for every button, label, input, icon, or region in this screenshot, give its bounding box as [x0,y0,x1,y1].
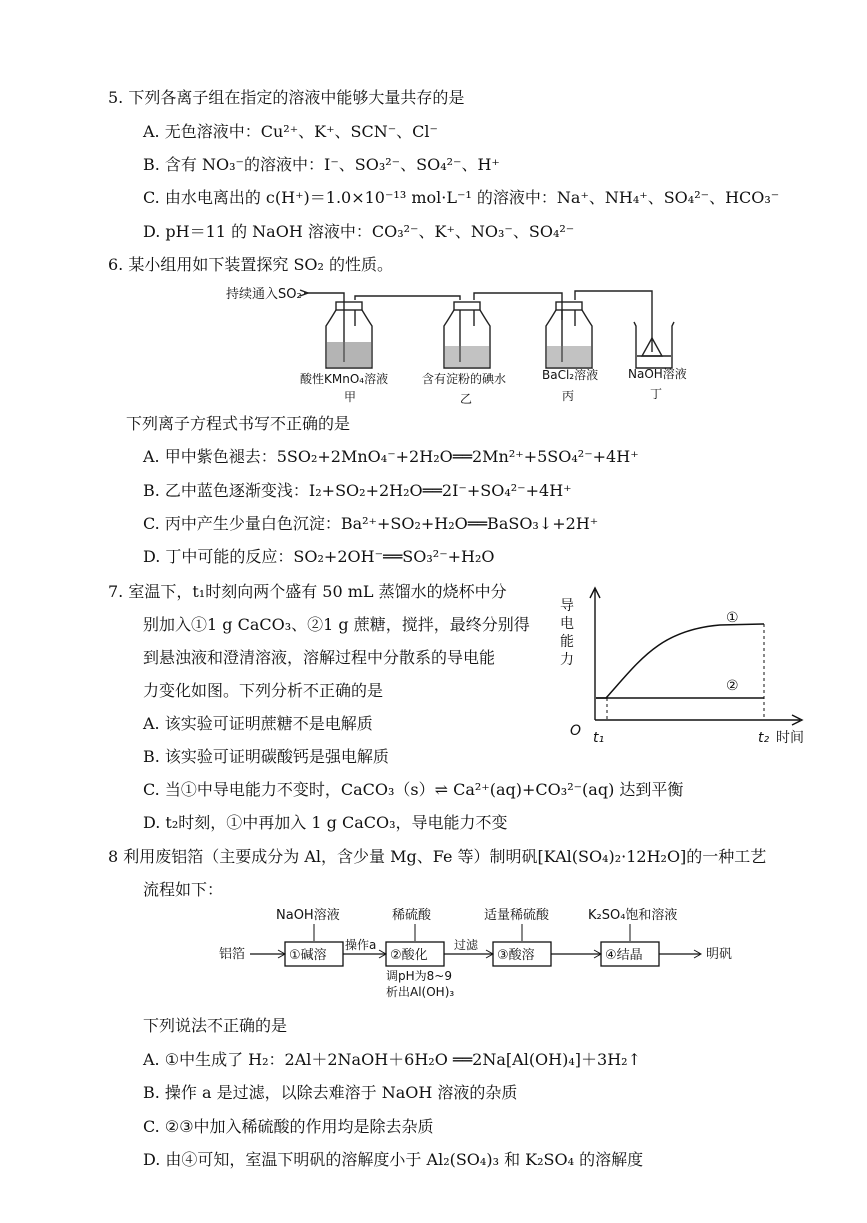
flow-note2: 析出Al(OH)₃ [386,985,455,999]
ylabel-char-1: 导 [560,598,574,614]
q6-option-b: B. 乙中蓝色逐渐变浅：I₂+SO₂+2H₂O══2I⁻+SO₄²⁻+4H⁺ [143,481,572,500]
xlabel: 时间 [776,730,804,746]
label-yi: 乙 [460,392,473,406]
q5-option-d: D. pH＝11 的 NaOH 溶液中：CO₃²⁻、K⁺、NO₃⁻、SO₄²⁻ [143,222,575,241]
q5-option-b: B. 含有 NO₃⁻的溶液中：I⁻、SO₃²⁻、SO₄²⁻、H⁺ [143,155,500,174]
bottle-jia [326,302,372,368]
flow-op: 操作a [345,938,377,952]
q7-stem-line4: 力变化如图。下列分析不正确的是 [143,681,384,700]
label-jia: 甲 [344,390,357,404]
flow-start: 铝箔 [219,947,246,962]
flow-s1: ①碱溶 [289,948,327,963]
label-ding: 丁 [650,387,663,401]
q6-question: 下列离子方程式书写不正确的是 [126,414,351,433]
flow-r3: 适量稀硫酸 [484,908,550,923]
label-bing: 丙 [562,389,575,403]
q7-option-d: D. t₂时刻，①中再加入 1 g CaCO₃，导电能力不变 [143,813,508,832]
q7-graph [560,588,804,746]
q5-option-a: A. 无色溶液中：Cu²⁺、K⁺、SCN⁻、Cl⁻ [143,122,438,141]
q7-stem-line2: 别加入①1 g CaCO₃、②1 g 蔗糖，搅拌，最终分别得 [143,615,530,634]
q8-option-d: D. 由④可知，室温下明矾的溶解度小于 Al₂(SO₄)₃ 和 K₂SO₄ 的溶解度 [143,1150,644,1169]
q8-option-b: B. 操作 a 是过滤，以除去难溶于 NaOH 溶液的杂质 [143,1083,518,1102]
origin-label: O [570,723,582,739]
q8-stem-line1: 8 利用废铝箔（主要成分为 Al，含少量 Mg、Fe 等）制明矾[KAl(SO₄)₂·12H₂O]的一种工艺 [108,847,767,866]
beaker-ding [634,322,674,368]
ylabel-char-4: 力 [560,652,574,668]
bottle-yi [444,302,490,368]
q7-stem-line1: 7. 室温下，t₁时刻向两个盛有 50 mL 蒸馏水的烧杯中分 [108,582,507,601]
ylabel-char-2: 电 [560,616,574,632]
t2-label: t₂ [758,730,770,746]
q7-option-a: A. 该实验可证明蔗糖不是电解质 [143,714,373,733]
q8-question: 下列说法不正确的是 [143,1016,288,1035]
curve-1 [596,624,764,698]
q7-option-c: C. 当①中导电能力不变时，CaCO₃（s）⇌ Ca²⁺(aq)+CO₃²⁻(aq) 达到平衡 [143,780,684,799]
inlet-label: 持续通入SO₂ [226,287,302,302]
q6-option-c: C. 丙中产生少量白色沉淀：Ba²⁺+SO₂+H₂O══BaSO₃↓+2H⁺ [143,514,599,533]
q8-option-a: A. ①中生成了 H₂：2Al＋2NaOH＋6H₂O ══2Na[Al(OH)₄]＋3H₂↑ [143,1050,641,1069]
flow-r2: 稀硫酸 [392,908,432,923]
flow-note1: 调pH为8~9 [386,969,452,983]
q8-option-c: C. ②③中加入稀硫酸的作用均是除去杂质 [143,1117,434,1136]
q8-stem-line2: 流程如下： [143,880,224,899]
label-jia-reagent: 酸性KMnO₄溶液 [300,372,389,386]
ylabel-char-3: 能 [560,634,574,650]
label-ding-reagent: NaOH溶液 [628,367,687,381]
flow-s3: ③酸溶 [497,948,535,963]
flow-r1: NaOH溶液 [276,908,340,923]
q5-option-c: C. 由水电离出的 c(H⁺)＝1.0×10⁻¹³ mol·L⁻¹ 的溶液中：Na⁺、NH₄⁺、SO₄²⁻、HCO₃⁻ [143,188,780,207]
q6-stem: 6. 某小组用如下装置探究 SO₂ 的性质。 [108,255,394,274]
flow-s2: ②酸化 [390,948,428,963]
q6-apparatus [226,286,674,368]
curve1-label: ① [726,610,739,626]
bottle-bing [546,302,592,368]
q6-option-d: D. 丁中可能的反应：SO₂+2OH⁻══SO₃²⁻+H₂O [143,547,495,566]
curve2-label: ② [726,678,739,694]
q6-option-a: A. 甲中紫色褪去：5SO₂+2MnO₄⁻+2H₂O══2Mn²⁺+5SO₄²⁻+4H⁺ [143,447,639,466]
q5-stem: 5. 下列各离子组在指定的溶液中能够大量共存的是 [108,88,465,107]
q6-labels [300,366,687,406]
flow-end: 明矾 [706,947,733,962]
q8-flowchart [219,907,732,999]
label-bing-reagent: BaCl₂溶液 [542,368,599,382]
t1-label: t₁ [593,730,605,746]
flow-r4: K₂SO₄饱和溶液 [588,908,678,923]
label-yi-reagent: 含有淀粉的碘水 [422,372,507,386]
q7-stem-line3: 到悬浊液和澄清溶液，溶解过程中分散系的导电能 [143,648,496,667]
flow-s4: ④结晶 [605,948,643,963]
q7-option-b: B. 该实验可证明碳酸钙是强电解质 [143,747,389,766]
flow-filter: 过滤 [454,938,479,952]
